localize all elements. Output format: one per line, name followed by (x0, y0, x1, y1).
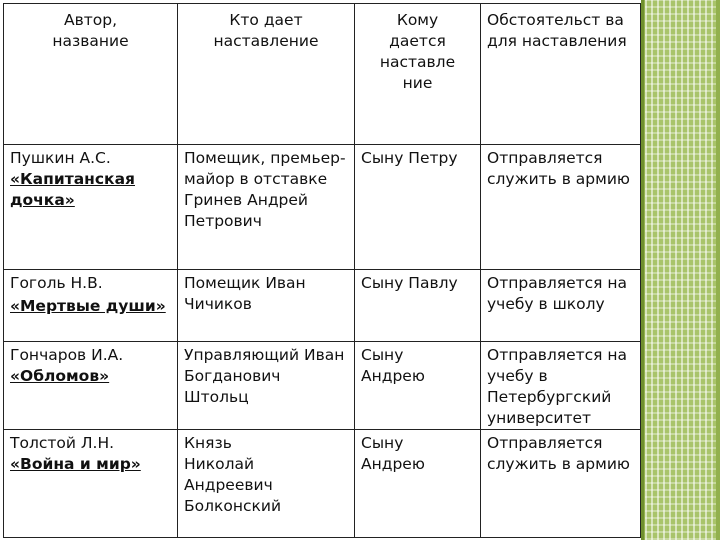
header-text: Обстоятельст ва для наставления (487, 11, 627, 50)
cell-who: Князь Николай Андреевич Болконский (178, 430, 355, 538)
band-edge (641, 0, 644, 540)
cell-whom: Сыну Андрею (355, 342, 481, 430)
work-title: «Обломов» (10, 367, 110, 385)
cell-who: Управляющий Иван Богданович Штольц (178, 342, 355, 430)
band-pattern (645, 0, 716, 540)
cell-circumstances: Отправляется на учебу в Петербургский университет (481, 342, 641, 430)
table-row (4, 430, 641, 538)
cell-circumstances: Отправляется на учебу в школу (481, 270, 641, 342)
header-whom (355, 4, 481, 145)
header-circumstances (481, 4, 641, 145)
table-row (4, 145, 641, 270)
cell-author-title (4, 342, 178, 430)
cell-whom: Сыну Андрею (355, 430, 481, 538)
cell-author-title (4, 430, 178, 538)
author-name: Пушкин А.С. (10, 149, 111, 167)
author-name: Толстой Л.Н. (10, 434, 115, 452)
cell-who: Помещик Иван Чичиков (178, 270, 355, 342)
work-title: «Капитанская дочка» (10, 170, 135, 209)
author-name: Гоголь Н.В. (10, 274, 103, 292)
header-who (178, 4, 355, 145)
cell-author-title (4, 270, 178, 342)
decorative-side-band (641, 0, 720, 540)
work-title: «Мертвые души» (10, 297, 166, 315)
mentorship-table (3, 3, 641, 538)
cell-author-title (4, 145, 178, 270)
cell-whom: Сыну Павлу (355, 270, 481, 342)
header-author-title (4, 4, 178, 145)
cell-whom: Сыну Петру (355, 145, 481, 270)
author-name: Гончаров И.А. (10, 346, 124, 364)
work-title: «Война и мир» (10, 455, 141, 473)
header-text: Кто дает наставление (213, 11, 319, 50)
cell-circumstances: Отправляется служить в армию (481, 430, 641, 538)
table-row (4, 342, 641, 430)
table-header-row (4, 4, 641, 145)
table-row (4, 270, 641, 342)
header-text: Кому дается наставле ние (379, 11, 456, 92)
header-text: Автор, название (52, 11, 129, 50)
cell-who: Помещик, премьер-майор в отставке Гринев Андрей Петрович (178, 145, 355, 270)
cell-circumstances: Отправляется служить в армию (481, 145, 641, 270)
